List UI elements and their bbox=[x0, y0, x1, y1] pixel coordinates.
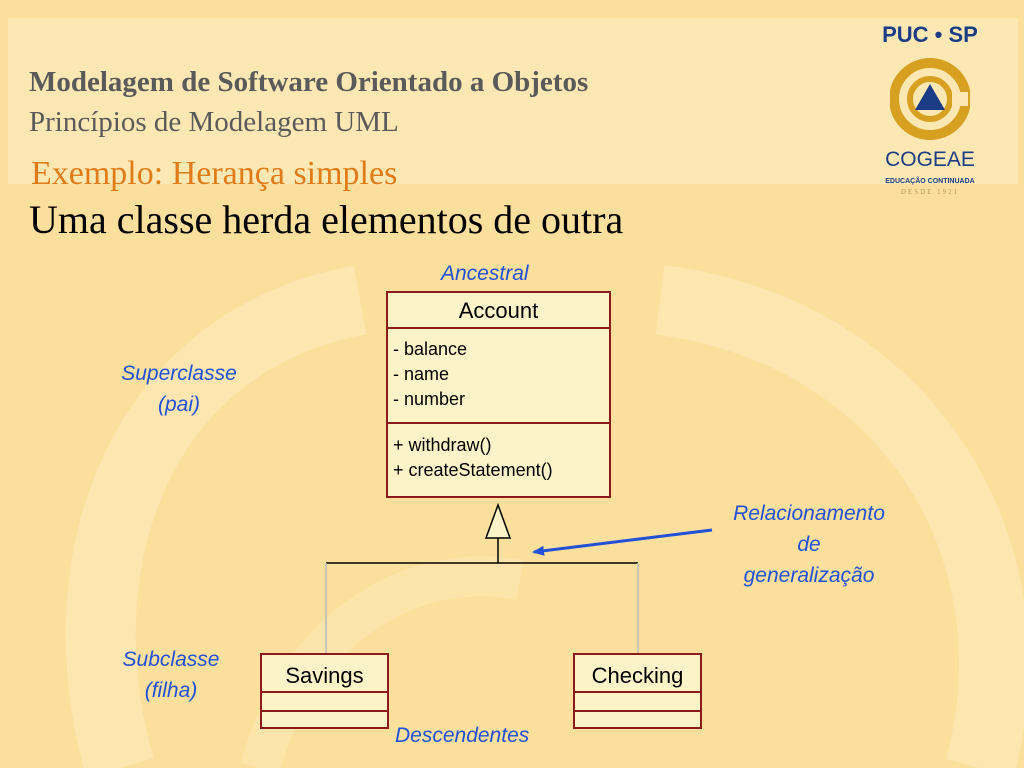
label-descendants: Descendentes bbox=[395, 724, 530, 747]
operation-withdraw: + withdraw() bbox=[393, 435, 492, 455]
logo-brand-text: COGEAE bbox=[885, 148, 975, 171]
section-title: Exemplo: Herança simples bbox=[31, 155, 398, 192]
logo-top-text: PUC • SP bbox=[882, 22, 978, 47]
class-savings[interactable] bbox=[260, 653, 389, 729]
label-generalization: Relacionamento de generalização bbox=[733, 502, 885, 587]
class-checking-attributes bbox=[575, 691, 700, 710]
operation-create-statement: + createStatement() bbox=[393, 460, 553, 480]
attribute-number: - number bbox=[393, 389, 466, 409]
class-account-name: Account bbox=[458, 298, 539, 323]
slide-heading: Uma classe herda elementos de outra bbox=[29, 197, 624, 242]
class-checking-operations bbox=[575, 710, 700, 727]
class-savings-attributes bbox=[262, 691, 387, 710]
course-title: Modelagem de Software Orientado a Objetos bbox=[29, 66, 589, 98]
class-account-operations bbox=[388, 422, 609, 483]
cogeae-emblem-icon bbox=[890, 52, 970, 146]
logo-since: DESDE 1921 bbox=[900, 188, 960, 196]
puc-cogeae-logo bbox=[862, 22, 998, 196]
subtitle: Princípios de Modelagem UML bbox=[29, 106, 399, 138]
class-checking[interactable] bbox=[573, 653, 702, 729]
logo-tagline: EDUCAÇÃO CONTINUADA bbox=[885, 178, 975, 185]
label-superclass: Superclasse (pai) bbox=[121, 362, 237, 416]
attribute-name: - name bbox=[393, 364, 450, 384]
attribute-balance: - balance bbox=[393, 339, 468, 359]
class-savings-name: Savings bbox=[285, 663, 364, 688]
class-account-attributes bbox=[388, 327, 609, 422]
class-account[interactable] bbox=[386, 291, 611, 498]
class-checking-name: Checking bbox=[591, 663, 684, 688]
label-ancestral: Ancestral bbox=[441, 262, 529, 285]
label-subclass: Subclasse (filha) bbox=[122, 648, 220, 702]
class-savings-operations bbox=[262, 710, 387, 727]
